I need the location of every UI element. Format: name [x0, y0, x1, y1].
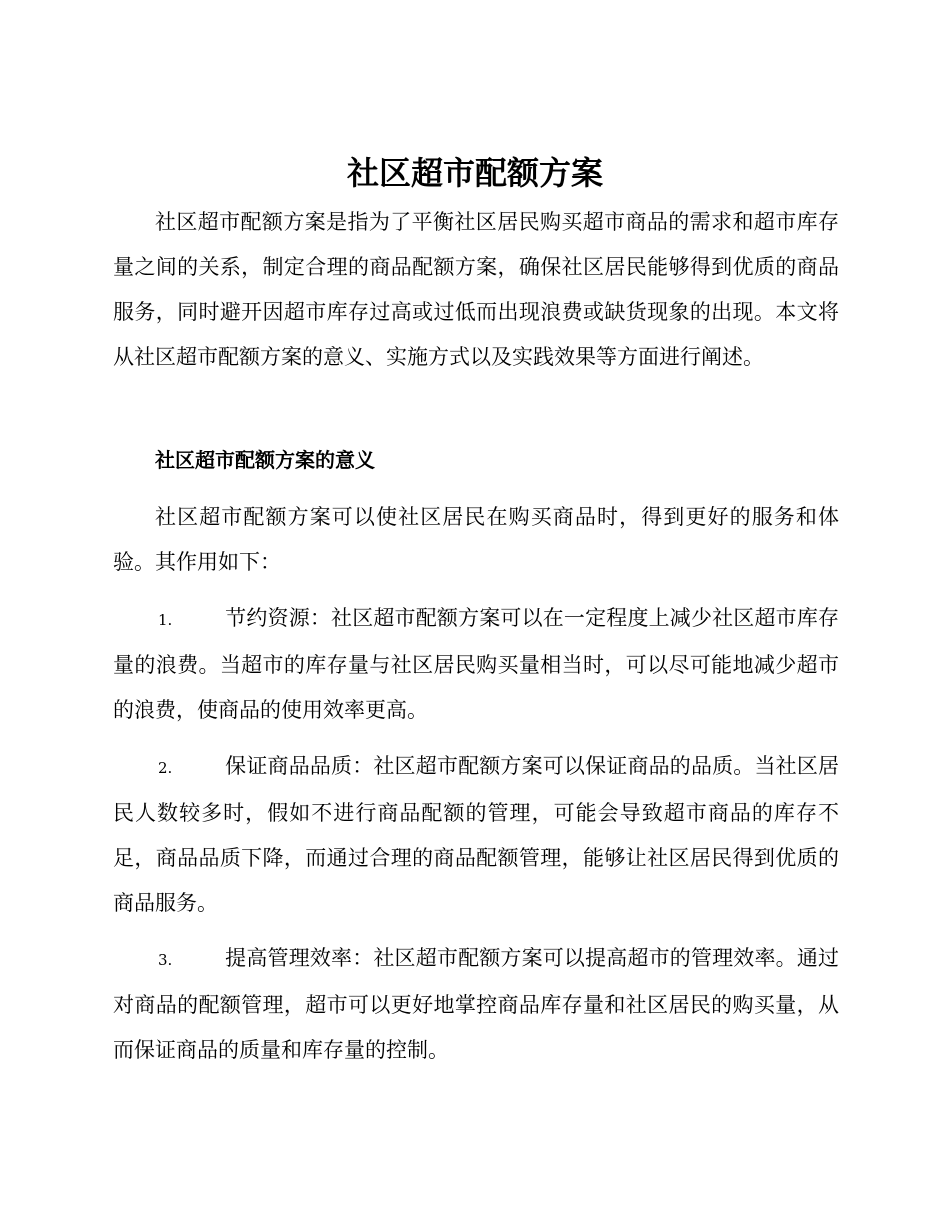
document-title: 社区超市配额方案 [346, 154, 603, 192]
list-item [113, 596, 839, 733]
list-item-number: 1. [158, 611, 173, 629]
list-item-text: 提高管理效率：社区超市配额方案可以提高超市的管理效率。通过对商品的配额管理，超市可以更好地掌控商品库存量和社区居民的购买量，从而保证商品的质量和库存量的控制。 [113, 946, 839, 1062]
list-item-text: 节约资源：社区超市配额方案可以在一定程度上减少社区超市库存量的浪费。当超市的库存量与社区居民购买量相当时，可以尽可能地减少超市的浪费，使商品的使用效率更高。 [113, 606, 839, 722]
list-item [113, 744, 839, 926]
section-heading-significance: 社区超市配额方案的意义 [155, 448, 375, 472]
section-paragraph: 社区超市配额方案可以使社区居民在购买商品时，得到更好的服务和体验。其作用如下： [113, 505, 839, 574]
intro-paragraph: 社区超市配额方案是指为了平衡社区居民购买超市商品的需求和超市库存量之间的关系，制定合理的商品配额方案，确保社区居民能够得到优质的商品服务，同时避开因超市库存过高或过低而出现浪费或缺货现象的出现。本文将从社区超市配额方案的意义、实施方式以及实践效果等方面进行阐述。 [113, 210, 839, 369]
list-item-number: 2. [158, 759, 173, 777]
list-item [113, 936, 839, 1073]
list-item-text: 保证商品品质：社区超市配额方案可以保证商品的品质。当社区居民人数较多时，假如不进行商品配额的管理，可能会导致超市商品的库存不足，商品品质下降，而通过合理的商品配额管理，能够让社区居民得到优质的商品服务。 [113, 754, 839, 915]
list-item-number: 3. [158, 951, 173, 969]
